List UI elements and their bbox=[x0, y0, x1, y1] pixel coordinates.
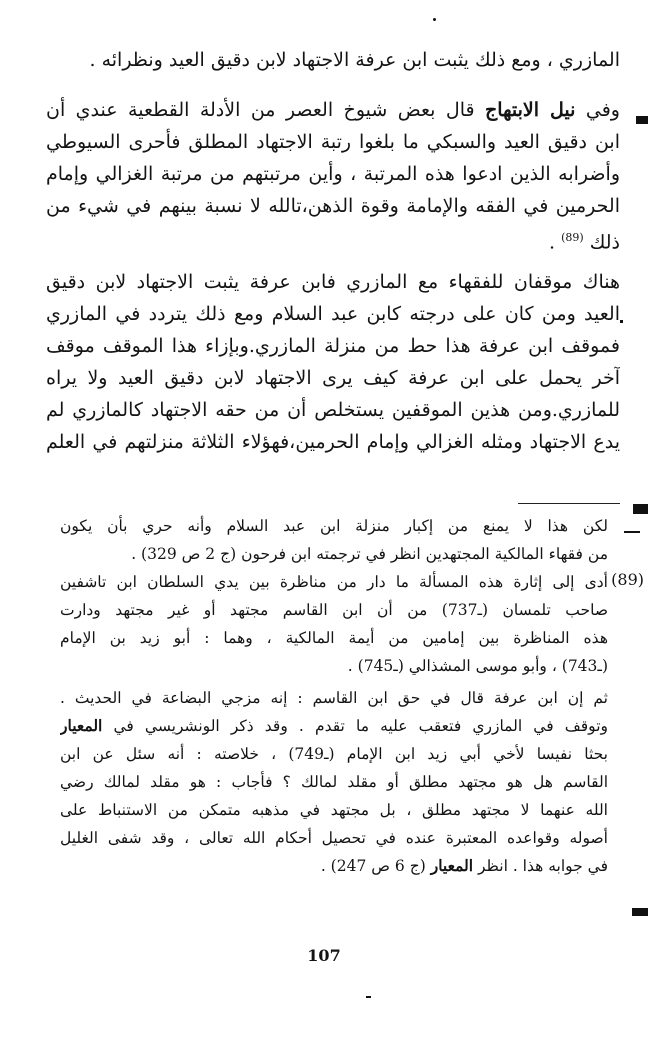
text-line: ثم إن ابن عرفة قال في حق ابن القاسم : إنه مزجي البضاعة في الحديث . bbox=[60, 689, 608, 707]
text-line: القاسم هل هو مجتهد مطلق أو مقلد لمالك ؟ فأجاب : هو مقلد لمالك رضي bbox=[60, 773, 608, 791]
text-line bbox=[46, 222, 620, 258]
text-line: الله عنهما لا مجتهد مطلق ، بل مجتهد في مذهبه متمكن من الاستنباط على bbox=[60, 801, 608, 819]
text-line: المازري ، ومع ذلك يثبت ابن عرفة الاجتهاد لابن دقيق العيد ونظرائه . bbox=[89, 49, 620, 71]
book-title-nayl-al-ibtihaj: نيل الابتهاج bbox=[485, 99, 576, 121]
text-line: بحثا نفيسا لأخي أبي زيد ابن الإمام (ـ749) ، خلاصته : أنه سئل عن ابن bbox=[60, 745, 608, 763]
paragraph-1 bbox=[46, 44, 620, 76]
book-title-miyar: المعيار bbox=[60, 716, 103, 735]
text-line: من فقهاء المالكية المجتهدين انظر في ترجمته ابن فرحون (ج 2 ص 329) . bbox=[131, 545, 608, 563]
text-line-part: (ج 6 ص 247) . bbox=[320, 857, 426, 875]
paragraph-2 bbox=[46, 94, 620, 258]
scan-speck bbox=[433, 18, 436, 21]
text-line: العيد ومن كان على درجته كابن عبد السلام ومع ذلك يتردد في المازري bbox=[46, 303, 620, 325]
text-line: هناك موقفان للفقهاء مع المازري فابن عرفة يثبت الاجتهاد لابن دقيق bbox=[46, 271, 620, 293]
margin-mark bbox=[636, 116, 648, 124]
text-line: هذه المناظرة بين إمامين من أيمة المالكية ، وهما : أبو زيد بن الإمام bbox=[60, 629, 608, 647]
text-line: لكن هذا لا يمنع من إكبار منزلة ابن عبد السلام وأنه حري بأن يكون bbox=[60, 517, 608, 535]
paragraph-2-line1-rest: قال بعض شيوخ العصر من الأدلة القطعية عندي أن bbox=[46, 99, 475, 121]
footnote-reference: (89) bbox=[561, 231, 584, 244]
footnote-continuation bbox=[60, 512, 608, 568]
footnote-89 bbox=[60, 568, 608, 680]
paragraph-3 bbox=[46, 266, 620, 458]
margin-mark bbox=[632, 908, 648, 916]
footnote-separator bbox=[518, 503, 620, 504]
text-line: أصوله وقواعده المعتبرة عنده في تحصيل أحكام الله تعالى ، وقد شفى الغليل bbox=[60, 829, 608, 847]
text-line-part: في جوابه هذا . انظر bbox=[478, 857, 608, 875]
text-line: للمازري.ومن هذين الموقفين يستخلص أن من حقه الاجتهاد كالمازري لم bbox=[46, 399, 620, 421]
footnote-number-89: (89) bbox=[611, 570, 644, 589]
book-title-miyar: المعيار bbox=[430, 856, 474, 875]
paragraph-2-last-word: ذلك bbox=[589, 231, 620, 254]
scan-speck bbox=[366, 996, 371, 998]
scan-speck bbox=[620, 320, 623, 323]
page-number: 107 bbox=[307, 946, 341, 965]
text-line: وأضرابه الذين ادعوا هذه المرتبة ، وأين مرتبتهم من مرتبة الغزالي وإمام bbox=[46, 163, 620, 185]
text-line: صاحب تلمسان (ـ737) من أن ابن القاسم مجتهد أو غير مجتهد ودارت bbox=[60, 601, 608, 619]
text-line: آخر يحمل على ابن عرفة كيف يرى الاجتهاد لابن دقيق العيد ولا يراه bbox=[46, 367, 620, 389]
text-line-part: وتوقف في المازري فتعقب عليه ما تقدم . وقد ذكر الونشريسي في bbox=[113, 717, 608, 735]
footnote-89-paragraph-2 bbox=[60, 684, 608, 880]
paragraph-2-end-punct: . bbox=[549, 231, 556, 254]
text-line: (ـ743) ، وأبو موسى المشذالي (ـ745) . bbox=[347, 657, 608, 675]
text-line: أدى إلى إثارة هذه المسألة ما دار من مناظرة بين يدي السلطان ابن تاشفين bbox=[60, 573, 608, 591]
text-line: يدع الاجتهاد ومثله الغزالي وإمام الحرمين،فهؤلاء الثلاثة منزلتهم في العلم bbox=[46, 431, 620, 453]
margin-mark bbox=[633, 504, 648, 514]
text-line: فموقف ابن عرفة هذا حط من منزلة المازري.وبإزاء هذا الموقف موقف bbox=[46, 335, 620, 357]
text-line: الحرمين في الفقه والإمامة وقوة الذهن،تالله لا نسبة بينهم في شيء من bbox=[46, 195, 620, 217]
text-line bbox=[46, 94, 620, 126]
paragraph-2-prefix: وفي bbox=[585, 99, 620, 121]
margin-dash bbox=[624, 531, 640, 533]
text-line: ابن دقيق العيد والسبكي ما بلغوا رتبة الاجتهاد المطلق فأحرى السيوطي bbox=[46, 131, 620, 153]
text-line bbox=[60, 852, 608, 880]
text-line bbox=[60, 712, 608, 740]
